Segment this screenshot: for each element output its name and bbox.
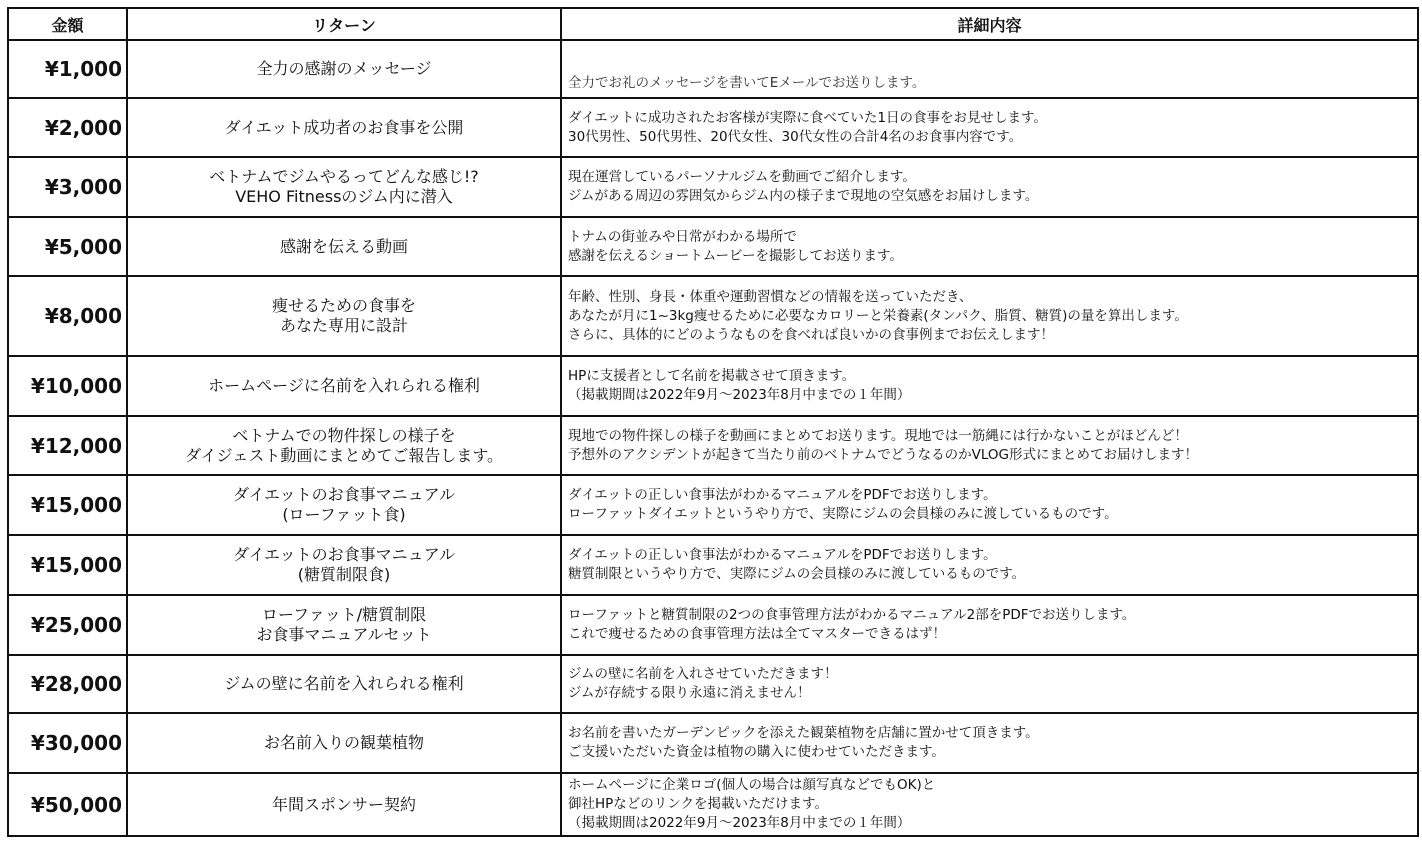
return-cell <box>127 40 561 98</box>
detail-line: 予想外のアクシデントが起きて当たり前のベトナムでどうなるのかVLOG形式にまとめてお届けします！ <box>568 446 1199 463</box>
detail-line: （掲載期間は2022年9月～2023年8月中までの１年間） <box>568 815 911 831</box>
return-line: ダイジェスト動画にまとめてご報告します。 <box>184 445 504 465</box>
header-return: リターン <box>127 8 561 40</box>
detail-cell <box>561 356 1418 416</box>
return-cell <box>127 157 561 217</box>
detail-line: ダイエットの正しい食事法がわかるマニュアルをPDFでお送りします。 <box>568 487 997 503</box>
return-cell <box>127 535 561 595</box>
return-line: ホームページに名前を入れられる権利 <box>208 376 480 395</box>
return-line: VEHO Fitnessのジム内に潜入 <box>235 187 453 206</box>
amount-cell: ¥28,000 <box>8 655 127 713</box>
detail-line: お名前を書いたガーデンピックを添えた観葉植物を店舗に置かせて頂きます。 <box>568 725 1039 741</box>
amount-cell: ¥25,000 <box>8 595 127 655</box>
table-row <box>8 356 1418 416</box>
table-row <box>8 595 1418 655</box>
detail-line: ローファットダイエットというやり方で、実際にジムの会員様のみに渡しているものです。 <box>568 506 1118 522</box>
return-line: お名前入りの観葉植物 <box>263 733 424 752</box>
table-row <box>8 655 1418 713</box>
detail-line: トナムの街並みや日常がわかる場所で <box>568 228 797 245</box>
detail-line: 現地での物件探しの様子を動画にまとめてお送ります。現地では一筋縄には行かないことがほどんど！ <box>568 427 1188 444</box>
return-line: 全力の感謝のメッセージ <box>256 59 432 78</box>
table-row <box>8 713 1418 773</box>
amount-cell: ¥5,000 <box>8 217 127 276</box>
detail-line: 現在運営しているパーソナルジムを動画でご紹介します。 <box>568 169 916 185</box>
detail-line: あなたが月に1~3kg痩せるために必要なカロリーと栄養素(タンパク、脂質、糖質)の量を算出します。 <box>568 307 1188 324</box>
return-cell <box>127 773 561 836</box>
amount-cell: ¥10,000 <box>8 356 127 416</box>
detail-cell <box>561 773 1418 836</box>
return-line: ダイエットのお食事マニュアル <box>232 545 456 564</box>
detail-cell <box>561 40 1418 98</box>
table-row <box>8 773 1418 836</box>
detail-line: 年齢、性別、身長・体重や運動習慣などの情報を送っていただき、 <box>568 288 973 305</box>
return-line: あなた専用に設計 <box>279 316 408 335</box>
table-row <box>8 535 1418 595</box>
return-cell <box>127 416 561 475</box>
detail-cell <box>561 157 1418 217</box>
table-body <box>8 40 1418 836</box>
detail-line: 30代男性、50代男性、20代女性、30代女性の合計4名のお食事内容です。 <box>568 128 1023 145</box>
detail-line: ジムがある周辺の雰囲気からジム内の様子まで現地の空気感をお届けします。 <box>568 188 1039 204</box>
detail-line: ジムの壁に名前を入れさせていただきます！ <box>568 666 838 682</box>
return-line: ローファット/糖質制限 <box>261 605 427 624</box>
detail-line: 全力でお礼のメッセージを書いてEメールでお送りします。 <box>568 75 926 91</box>
table-row <box>8 157 1418 217</box>
detail-line: ローファットと糖質制限の2つの食事管理方法がわかるマニュアル2部をPDFでお送りします。 <box>568 607 1136 623</box>
return-line: 感謝を伝える動画 <box>279 236 408 256</box>
return-cell <box>127 98 561 157</box>
return-line: ダイエットのお食事マニュアル <box>232 485 456 504</box>
detail-line: （掲載期間は2022年9月～2023年8月中までの１年間） <box>568 387 911 403</box>
detail-line: さらに、具体的にどのようなものを食べれば良いかの食事例までお伝えします！ <box>568 326 1054 343</box>
amount-cell: ¥15,000 <box>8 535 127 595</box>
detail-line: これで痩せるための食事管理方法は全てマスターできるはず！ <box>568 626 946 642</box>
header-detail: 詳細内容 <box>561 8 1418 40</box>
return-line: 痩せるための食事を <box>271 296 416 315</box>
return-cell <box>127 655 561 713</box>
table-row <box>8 40 1418 98</box>
return-line: ジムの壁に名前を入れられる権利 <box>224 674 464 693</box>
amount-cell: ¥1,000 <box>8 40 127 98</box>
table-row <box>8 217 1418 276</box>
amount-cell: ¥2,000 <box>8 98 127 157</box>
return-cell <box>127 595 561 655</box>
return-line: 年間スポンサー契約 <box>271 794 416 814</box>
detail-line: 糖質制限というやり方で、実際にジムの会員様のみに渡しているものです。 <box>568 566 1026 582</box>
detail-cell <box>561 416 1418 475</box>
amount-cell: ¥8,000 <box>8 276 127 356</box>
detail-line: 感謝を伝えるショートムービーを撮影してお送ります。 <box>568 247 903 264</box>
table-row <box>8 475 1418 535</box>
detail-line: ダイエットに成功されたお客様が実際に食べていた1日の食事をお見せします。 <box>568 109 1047 126</box>
detail-cell <box>561 655 1418 713</box>
return-line: (ローファット食) <box>282 505 406 524</box>
detail-line: 御社HPなどのリンクを掲載いただけます。 <box>568 796 828 812</box>
return-line: ダイエット成功者のお食事を公開 <box>224 117 464 137</box>
detail-line: ご支援いただいた資金は植物の購入に使わせていただきます。 <box>568 744 945 760</box>
amount-cell: ¥12,000 <box>8 416 127 475</box>
return-line: (糖質制限食) <box>297 565 391 584</box>
amount-cell: ¥3,000 <box>8 157 127 217</box>
amount-cell: ¥15,000 <box>8 475 127 535</box>
amount-cell: ¥30,000 <box>8 713 127 773</box>
detail-cell <box>561 475 1418 535</box>
detail-line: ジムが存続する限り永遠に消えません！ <box>568 685 811 701</box>
amount-cell: ¥50,000 <box>8 773 127 836</box>
return-cell <box>127 713 561 773</box>
return-cell <box>127 475 561 535</box>
detail-line: HPに支援者として名前を掲載させて頂きます。 <box>568 368 856 384</box>
detail-line: ダイエットの正しい食事法がわかるマニュアルをPDFでお送りします。 <box>568 547 997 563</box>
return-cell <box>127 217 561 276</box>
return-cell <box>127 276 561 356</box>
return-line: ベトナムでの物件探しの様子を <box>232 425 456 445</box>
detail-cell <box>561 276 1418 356</box>
rewards-table <box>7 7 1419 837</box>
detail-line: ホームページに企業ロゴ(個人の場合は顔写真などでもOK)と <box>568 777 936 793</box>
detail-cell <box>561 595 1418 655</box>
return-cell <box>127 356 561 416</box>
return-line: お食事マニュアルセット <box>256 625 432 644</box>
detail-cell <box>561 713 1418 773</box>
detail-cell <box>561 217 1418 276</box>
header-row <box>8 8 1418 40</box>
detail-cell <box>561 98 1418 157</box>
header-amount: 金額 <box>8 8 127 40</box>
return-line: ベトナムでジムやるってどんな感じ!? <box>209 167 479 186</box>
table-row <box>8 98 1418 157</box>
detail-cell <box>561 535 1418 595</box>
table-row <box>8 416 1418 475</box>
table-row <box>8 276 1418 356</box>
